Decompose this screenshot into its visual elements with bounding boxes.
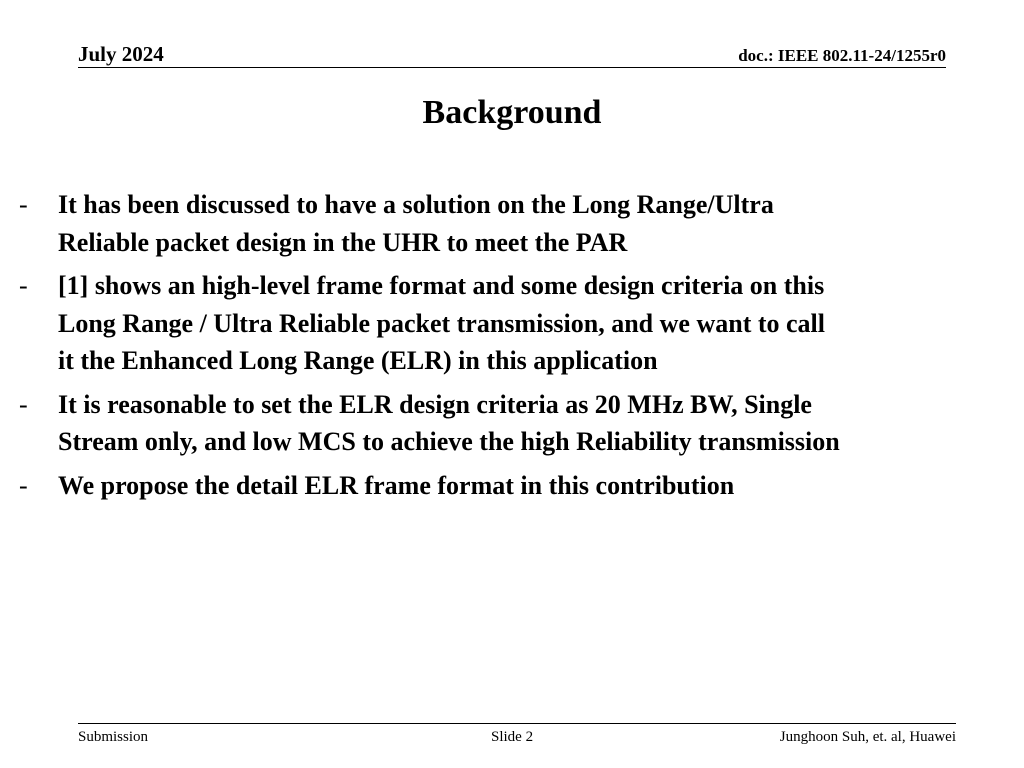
bullet-line: It has been discussed to have a solution on the Long Range/Ultra: [58, 190, 774, 219]
footer-submission: Submission: [78, 729, 149, 745]
slide-title: Background: [422, 94, 602, 131]
bullet-line: We propose the detail ELR frame format in this contribution: [58, 470, 735, 500]
footer-authors: Junghoon Suh, et. al, Huawei: [779, 729, 956, 745]
header-divider: [78, 67, 946, 68]
bullet-marker: -: [19, 190, 28, 219]
bullet-line: it the Enhanced Long Range (ELR) in this application: [58, 346, 658, 375]
header-date: July 2024: [78, 42, 164, 66]
bullet-line: [1] shows an high-level frame format and some design criteria on this: [58, 271, 825, 300]
bullet-marker: -: [19, 470, 28, 500]
bullet-line: It is reasonable to set the ELR design criteria as 20 MHz BW, Single: [58, 389, 812, 419]
bullet-marker: -: [19, 271, 28, 300]
bullet-list: [0, 186, 1024, 510]
bullet-line: Stream only, and low MCS to achieve the high Reliability transmission: [58, 427, 840, 456]
bullet-item: [0, 467, 1024, 505]
bullet-line: Long Range / Ultra Reliable packet transmission, and we want to call: [58, 308, 825, 338]
bullet-item: [0, 386, 1024, 461]
bullet-line: Reliable packet design in the UHR to meet the PAR: [58, 227, 628, 257]
document-id: doc.: IEEE 802.11-24/1255r0: [738, 46, 946, 65]
footer-slide-number: Slide 2: [491, 729, 534, 745]
footer-divider: [78, 723, 956, 724]
bullet-marker: -: [19, 389, 28, 419]
bullet-item: [0, 186, 1024, 261]
bullet-item: [0, 267, 1024, 380]
